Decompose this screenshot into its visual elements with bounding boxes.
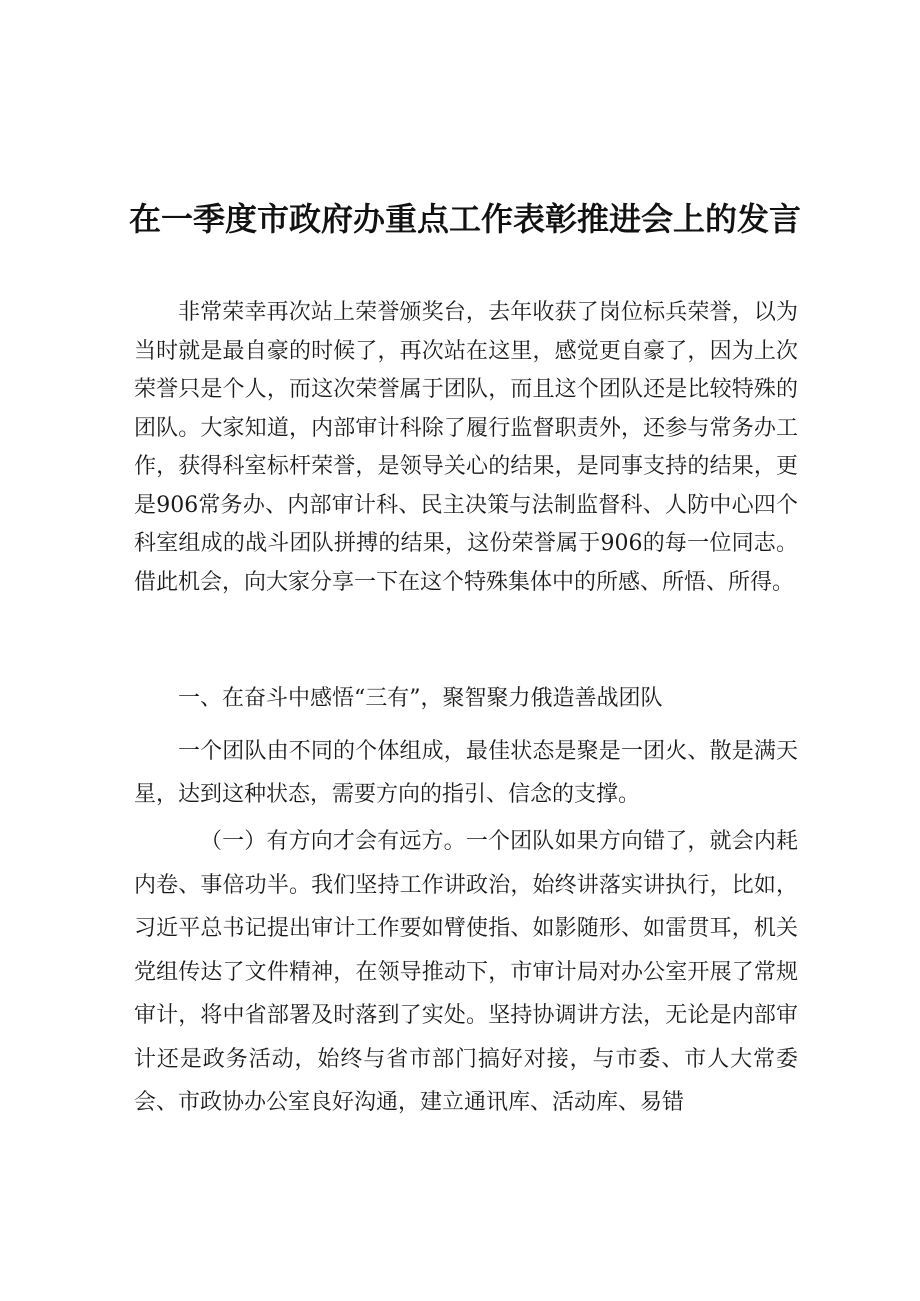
- paragraph-direction: （一）有方向才会有远方。一个团队如果方向错了，就会内耗内卷、事倍功半。我们坚持工作讲政治，始终讲落实讲执行，比如，习近平总书记提出审计工作要如臂使指、如影随形、如雷贯耳，机关党组传达了文件精神，在领导推动下，市审计局对办公室开展了常规审计，将中省部署及时落到了实处。坚持协调讲方法，无论是内部审计还是政务活动，始终与省市部门搞好对接，与市委、市人大常委会、市政协办公室良好沟通，建立通讯库、活动库、易错: [134, 829, 798, 1115]
- section-heading-one: 一、在奋斗中感悟“三有”，聚智聚力俄造善战团队: [178, 686, 663, 711]
- document-title: 在一季度市政府办重点工作表彰推进会上的发言: [128, 200, 801, 238]
- paragraph-intro: 非常荣幸再次站上荣誉颁奖台，去年收获了岗位标兵荣誉，以为当时就是最自豪的时候了，再次站在这里，感觉更自豪了，因为上次荣誉只是个人，而这次荣誉属于团队，而且这个团队还是比较特殊的团队。大家知道，内部审计科除了履行监督职责外，还参与常务办工作，获得科室标杆荣誉，是领导关心的结果，是同事支持的结果，更是906常务办、内部审计科、民主决策与法制监督科、人防中心四个科室组成的战斗团队拼搏的结果，这份荣誉属于906的每一位同志。借此机会，向大家分享一下在这个特殊集体中的所感、所悟、所得。: [134, 300, 798, 595]
- paragraph-team: 一个团队由不同的个体组成，最佳状态是聚是一团火、散是满天星，达到这种状态，需要方向的指引、信念的支撑。: [134, 739, 798, 807]
